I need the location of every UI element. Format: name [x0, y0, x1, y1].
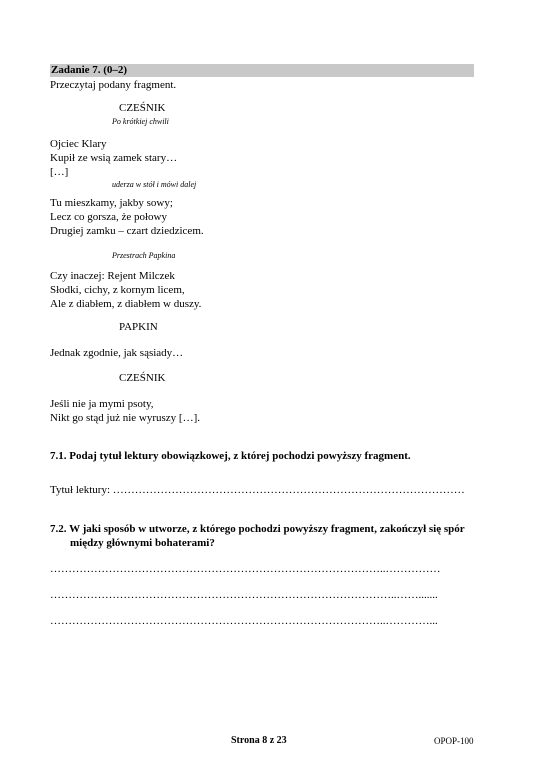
stage-direction: Przestrach Papkina — [112, 251, 176, 260]
verse-line: Kupił ze wsią zamek stary… — [50, 152, 178, 164]
verse-line: Ale z diabłem, z diabłem w duszy. — [50, 298, 202, 310]
question-number: 7.2. — [50, 523, 67, 535]
answer-line-7-1[interactable] — [50, 484, 465, 497]
verse-line: […] — [50, 166, 69, 178]
verse-line: Jednak zgodnie, jak sąsiady… — [50, 347, 184, 359]
verse-line: Tu mieszkamy, jakby sowy; — [50, 197, 173, 209]
task-instruction: Przeczytaj podany fragment. — [50, 79, 177, 91]
stage-direction: uderza w stół i mówi dalej — [112, 180, 197, 189]
page-number: Strona 8 z 23 — [231, 735, 287, 746]
question-number: 7.1. — [50, 450, 67, 462]
stage-direction: Po krótkiej chwili — [112, 117, 169, 126]
answer-dots: …………………………………………………………………………………… — [112, 484, 465, 496]
question-text: W jaki sposób w utworze, z którego pochodzi powyższy fragment, zakończył się spór — [69, 523, 465, 535]
verse-line: Nikt go stąd już nie wyruszy […]. — [50, 412, 200, 424]
answer-label: Tytuł lektury: — [50, 484, 113, 496]
question-text-cont: między głównymi bohaterami? — [70, 537, 215, 549]
question-7-1 — [50, 450, 411, 463]
speaker-papkin: PAPKIN — [119, 321, 158, 333]
verse-line: Lecz co gorsza, że połowy — [50, 211, 167, 223]
speaker-czesnik: CZEŚNIK — [119, 102, 166, 114]
question-7-2 — [50, 523, 465, 536]
speaker-czesnik: CZEŚNIK — [119, 372, 166, 384]
answer-line-7-2[interactable]: …………………………………………………………………………………..……....... — [50, 589, 438, 601]
verse-line: Drugiej zamku – czart dziedzicem. — [50, 225, 204, 237]
question-text: Podaj tytuł lektury obowiązkowej, z której pochodzi powyższy fragment. — [69, 450, 411, 462]
exam-code: OPOP-100 — [434, 736, 474, 746]
answer-line-7-2[interactable]: ………………………………………………………………………………..…………... — [50, 615, 438, 627]
verse-line: Ojciec Klary — [50, 138, 107, 150]
verse-line: Jeśli nie ja mymi psoty, — [50, 398, 154, 410]
task-header: Zadanie 7. (0–2) — [50, 64, 474, 77]
answer-line-7-2[interactable]: ………………………………………………………………………………..…………… — [50, 563, 441, 575]
verse-line: Słodki, cichy, z kornym licem, — [50, 284, 185, 296]
verse-line: Czy inaczej: Rejent Milczek — [50, 270, 175, 282]
